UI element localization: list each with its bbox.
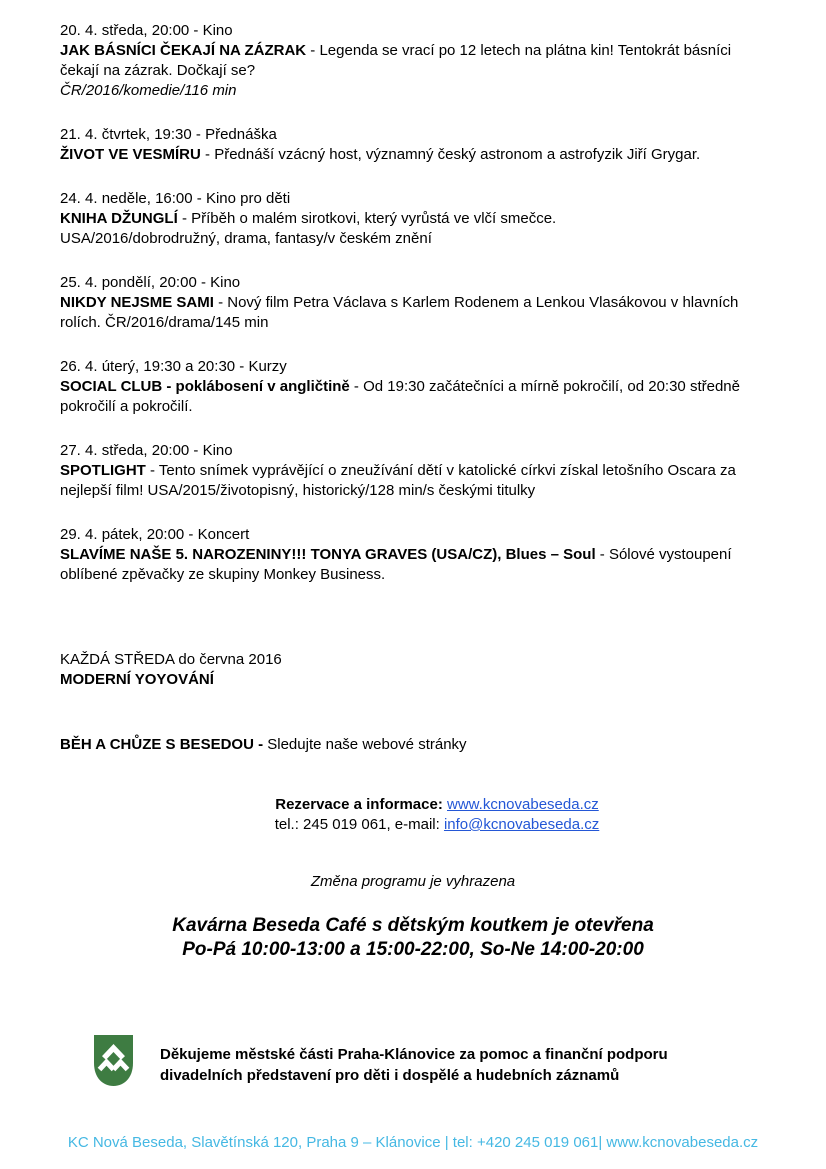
- recurring-schedule-line: KAŽDÁ STŘEDA do června 2016: [60, 651, 282, 668]
- event-title: ŽIVOT VE VESMÍRU: [60, 146, 201, 163]
- event-title-paragraph: [60, 41, 772, 81]
- email-link[interactable]: info@kcnovabeseda.cz: [443, 816, 600, 833]
- event-description: - Přednáší vzácný host, významný český astronom a astrofyzik Jiří Grygar.: [200, 146, 701, 163]
- shield-mountains-icon: [92, 1033, 135, 1088]
- event-description: - Od 19:30 začátečníci a mírně pokročilí, od 20:30 středně pokročilí a pokročilí.: [60, 378, 740, 415]
- cafe-hours-line: Po-Pá 10:00-13:00 a 15:00-22:00, So-Ne 14:00-20:00: [182, 939, 644, 960]
- run-club-title: BĚH A CHŮZE S BESEDOU -: [60, 736, 268, 753]
- event-date-line: 27. 4. středa, 20:00 - Kino: [60, 442, 233, 459]
- footer-contact-line: KC Nová Beseda, Slavětínská 120, Praha 9 – Klánovice | tel: +420 245 019 061| www.kcnovabeseda.cz: [67, 1134, 759, 1151]
- event-date-line: 29. 4. pátek, 20:00 - Koncert: [60, 526, 250, 543]
- event-title: NIKDY NEJSME SAMI: [60, 294, 214, 311]
- event-title: SLAVÍME NAŠE 5. NAROZENINY!!! TONYA GRAVES (USA/CZ), Blues – Soul: [60, 546, 596, 563]
- event-date-line: 21. 4. čtvrtek, 19:30 - Přednáška: [60, 126, 277, 143]
- recurring-title: MODERNÍ YOYOVÁNÍ: [60, 671, 214, 688]
- event-title-paragraph: [60, 545, 772, 585]
- recurring-event: [60, 650, 772, 690]
- event-title-paragraph: [60, 377, 772, 417]
- event-listing: [60, 273, 772, 333]
- event-listing: [60, 189, 772, 249]
- cafe-title-line: Kavárna Beseda Café s dětským koutkem je otevřena: [172, 915, 654, 936]
- event-description: - Příběh o malém sirotkovi, který vyrůstá ve vlčí smečce.: [177, 210, 557, 227]
- run-club-line: [60, 735, 772, 755]
- tel-label: tel.: 245 019 061, e-mail:: [274, 816, 444, 833]
- cafe-hours-block: [0, 914, 826, 962]
- event-date-line: 26. 4. úterý, 19:30 a 20:30 - Kurzy: [60, 358, 287, 375]
- event-title-paragraph: [60, 461, 772, 501]
- reservations-label: Rezervace a informace:: [275, 796, 447, 813]
- event-listing: [60, 125, 772, 165]
- event-description: - Legenda se vrací po 12 letech na plátna kin! Tentokrát básníci čekají na zázrak. Dočkají se?: [60, 42, 732, 79]
- contact-block: [24, 795, 826, 835]
- event-title: SOCIAL CLUB - poklábosení v angličtině: [60, 378, 350, 395]
- event-meta: USA/2016/dobrodružný, drama, fantasy/v českém znění: [60, 230, 432, 247]
- event-list: [60, 21, 772, 609]
- event-description: - Nový film Petra Václava s Karlem Rodenem a Lenkou Vlasákovou v hlavních rolích. ČR/2016/drama/145 min: [60, 294, 739, 331]
- event-date-line: 20. 4. středa, 20:00 - Kino: [60, 22, 233, 39]
- event-title: KNIHA DŽUNGLÍ: [60, 210, 178, 227]
- event-listing: [60, 21, 772, 101]
- event-title: JAK BÁSNÍCI ČEKAJÍ NA ZÁZRAK: [60, 42, 307, 59]
- event-title-paragraph: [60, 145, 772, 165]
- event-description: - Sólové vystoupení oblíbené zpěvačky ze skupiny Monkey Business.: [60, 546, 732, 583]
- program-change-note: Změna programu je vyhrazena: [310, 873, 516, 890]
- event-title-paragraph: [60, 209, 772, 229]
- reservations-line: [24, 795, 826, 815]
- tel-email-line: [24, 815, 826, 835]
- event-date-line: 24. 4. neděle, 16:00 - Kino pro děti: [60, 190, 291, 207]
- sponsor-acknowledgement: Děkujeme městské části Praha-Klánovice za pomoc a finanční podporu divadelních představení pro děti i dospělé a hudebních záznamů: [160, 1046, 668, 1084]
- event-description: - Tento snímek vyprávějící o zneužívání dětí v katolické církvi získal letošního Oscara za nejlepší film! USA/2015/životopisný, historický/128 min/s českými titulky: [60, 462, 736, 499]
- website-link[interactable]: www.kcnovabeseda.cz: [447, 796, 599, 813]
- event-listing: [60, 441, 772, 501]
- klanovice-logo: [92, 1033, 135, 1088]
- event-listing: [60, 525, 772, 585]
- event-title-paragraph: [60, 293, 772, 333]
- run-club-description: Sledujte naše webové stránky: [267, 736, 467, 753]
- event-title: SPOTLIGHT: [60, 462, 146, 479]
- event-listing: [60, 357, 772, 417]
- event-date-line: 25. 4. pondělí, 20:00 - Kino: [60, 274, 241, 291]
- event-meta: ČR/2016/komedie/116 min: [60, 82, 237, 99]
